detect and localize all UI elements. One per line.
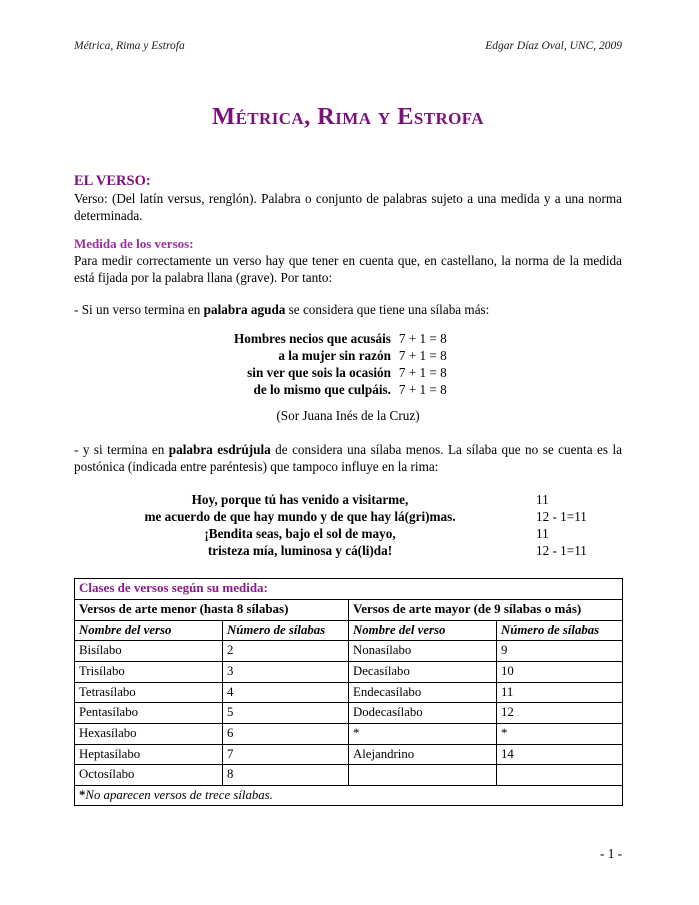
rule-esdrujula-post: de considera una sílaba menos. La sílaba que no se cuenta es la postónica (indicada entre paréntesis) que tampoco influye en la rima:	[74, 442, 622, 475]
cell-minor-num: 2	[223, 641, 349, 662]
verse-syllable-count: 12 - 1=11	[536, 509, 587, 525]
verse-row	[234, 364, 447, 381]
footnote-star: *	[79, 787, 86, 802]
section-medida-de-los-versos	[74, 236, 622, 287]
cell-major-num: 12	[497, 703, 623, 724]
verse-table-1	[234, 330, 447, 398]
heading-medida-de-los-versos: Medida de los versos:	[74, 236, 194, 251]
table-footnote	[75, 785, 623, 806]
cell-major-num: 11	[497, 682, 623, 703]
verse-attribution: (Sor Juana Inés de la Cruz)	[276, 408, 420, 423]
cell-major-num: *	[497, 723, 623, 744]
verse-syllable-count: 7 + 1 = 8	[398, 365, 447, 381]
cell-minor-name: Tetrasílabo	[75, 682, 223, 703]
cell-minor-num: 3	[223, 662, 349, 683]
cell-minor-name: Heptasílabo	[75, 744, 223, 765]
table-caption-row	[75, 579, 623, 600]
verse-row	[74, 508, 622, 525]
verse-row	[74, 525, 622, 542]
verse-line: Hoy, porque tú has venido a visitarme,	[191, 492, 409, 507]
verse-row	[234, 381, 447, 398]
verse-line: a la mujer sin razón	[278, 348, 391, 364]
table-caption: Clases de versos según su medida:	[75, 579, 623, 600]
verse-line: Hombres necios que acusáis	[234, 331, 391, 346]
column-header-name-minor: Nombre del verso	[75, 620, 223, 641]
verse-syllable-count: 7 + 1 = 8	[398, 348, 447, 364]
heading-el-verso: EL VERSO:	[74, 173, 151, 189]
cell-major-name: Dodecasílabo	[349, 703, 497, 724]
rule-aguda-bold: palabra aguda	[203, 302, 286, 317]
rule-palabra-esdrujula-text	[74, 441, 622, 475]
cell-minor-name: Hexasílabo	[75, 723, 223, 744]
group-header-arte-mayor: Versos de arte mayor (de 9 sílabas o más)	[349, 599, 623, 620]
cell-major-name: Nonasílabo	[349, 641, 497, 662]
table-footnote-row	[75, 785, 623, 806]
paragraph-verso-definition: Verso: (Del latín versus, renglón). Palabra o conjunto de palabras sujeto a una medida y a una norma determinada.	[74, 191, 622, 224]
cell-major-name: Alejandrino	[349, 744, 497, 765]
column-header-name-major: Nombre del verso	[349, 620, 497, 641]
verse-line: de lo mismo que culpáis.	[253, 382, 391, 398]
rule-palabra-esdrujula	[74, 441, 622, 475]
verse-block-sor-juana	[74, 330, 622, 398]
section-el-verso	[74, 172, 622, 224]
table-row	[75, 662, 623, 683]
cell-major-num	[497, 765, 623, 786]
verse-syllable-count: 7 + 1 = 8	[398, 382, 447, 398]
cell-major-name	[349, 765, 497, 786]
rule-esdrujula-bold: palabra esdrújula	[168, 442, 271, 457]
cell-minor-name: Trisílabo	[75, 662, 223, 683]
verse-line: ¡Bendita seas, bajo el sol de mayo,	[204, 526, 396, 542]
verse-line: tristeza mía, luminosa y cá(li)da!	[207, 543, 393, 559]
cell-minor-num: 5	[223, 703, 349, 724]
cell-major-name: Endecasílabo	[349, 682, 497, 703]
cell-minor-name: Pentasílabo	[75, 703, 223, 724]
cell-major-num: 10	[497, 662, 623, 683]
cell-minor-num: 4	[223, 682, 349, 703]
cell-minor-num: 8	[223, 765, 349, 786]
table-column-header-row	[75, 620, 623, 641]
cell-minor-num: 7	[223, 744, 349, 765]
table-row	[75, 723, 623, 744]
table-row	[75, 682, 623, 703]
cell-major-name: *	[349, 723, 497, 744]
group-header-arte-menor: Versos de arte menor (hasta 8 sílabas)	[75, 599, 349, 620]
verse-row	[234, 347, 447, 364]
rule-aguda-post: se considera que tiene una sílaba más:	[285, 302, 490, 317]
column-header-syllables-minor: Número de sílabas	[223, 620, 349, 641]
table-group-header-row	[75, 599, 623, 620]
running-head-right: Edgar Díaz Oval, UNC, 2009	[485, 40, 622, 52]
verse-table-2	[74, 491, 622, 559]
verse-syllable-count: 7 + 1 = 8	[398, 331, 447, 346]
verse-syllable-count: 11	[536, 492, 549, 507]
rule-aguda-pre: - Si un verso termina en	[74, 302, 204, 317]
rule-esdrujula-pre: - y si termina en	[74, 442, 169, 457]
cell-major-num: 9	[497, 641, 623, 662]
rule-palabra-aguda-text	[74, 301, 622, 318]
cell-minor-name: Octosílabo	[75, 765, 223, 786]
running-head-left: Métrica, Rima y Estrofa	[74, 40, 185, 52]
page-title: Métrica, Rima y Estrofa	[212, 103, 484, 130]
classes-table	[74, 578, 623, 806]
table-row	[75, 641, 623, 662]
cell-major-num: 14	[497, 744, 623, 765]
table-row	[75, 703, 623, 724]
verse-line: sin ver que sois la ocasión	[247, 365, 391, 381]
table-row	[75, 744, 623, 765]
cell-major-name: Decasílabo	[349, 662, 497, 683]
column-header-syllables-major: Número de sílabas	[497, 620, 623, 641]
cell-minor-name: Bisílabo	[75, 641, 223, 662]
verse-row	[74, 491, 622, 508]
footnote-text: No aparecen versos de trece sílabas.	[85, 787, 273, 802]
running-head	[74, 40, 622, 52]
paragraph-medida: Para medir correctamente un verso hay que tener en cuenta que, en castellano, la norma de la medida está fijada por la palabra llana (grave). Por tanto:	[74, 253, 622, 286]
classes-table-wrapper	[74, 578, 622, 806]
verse-row	[234, 330, 447, 347]
verse-block-esdrujula	[74, 491, 622, 559]
verse-row	[74, 542, 622, 559]
table-row	[75, 765, 623, 786]
rule-palabra-aguda	[74, 301, 622, 318]
verse-syllable-count: 12 - 1=11	[536, 543, 587, 559]
page-footer: - 1 -	[600, 846, 622, 861]
cell-minor-num: 6	[223, 723, 349, 744]
verse-line: me acuerdo de que hay mundo y de que hay lá(gri)mas.	[144, 509, 456, 525]
verse-syllable-count: 11	[536, 526, 549, 542]
